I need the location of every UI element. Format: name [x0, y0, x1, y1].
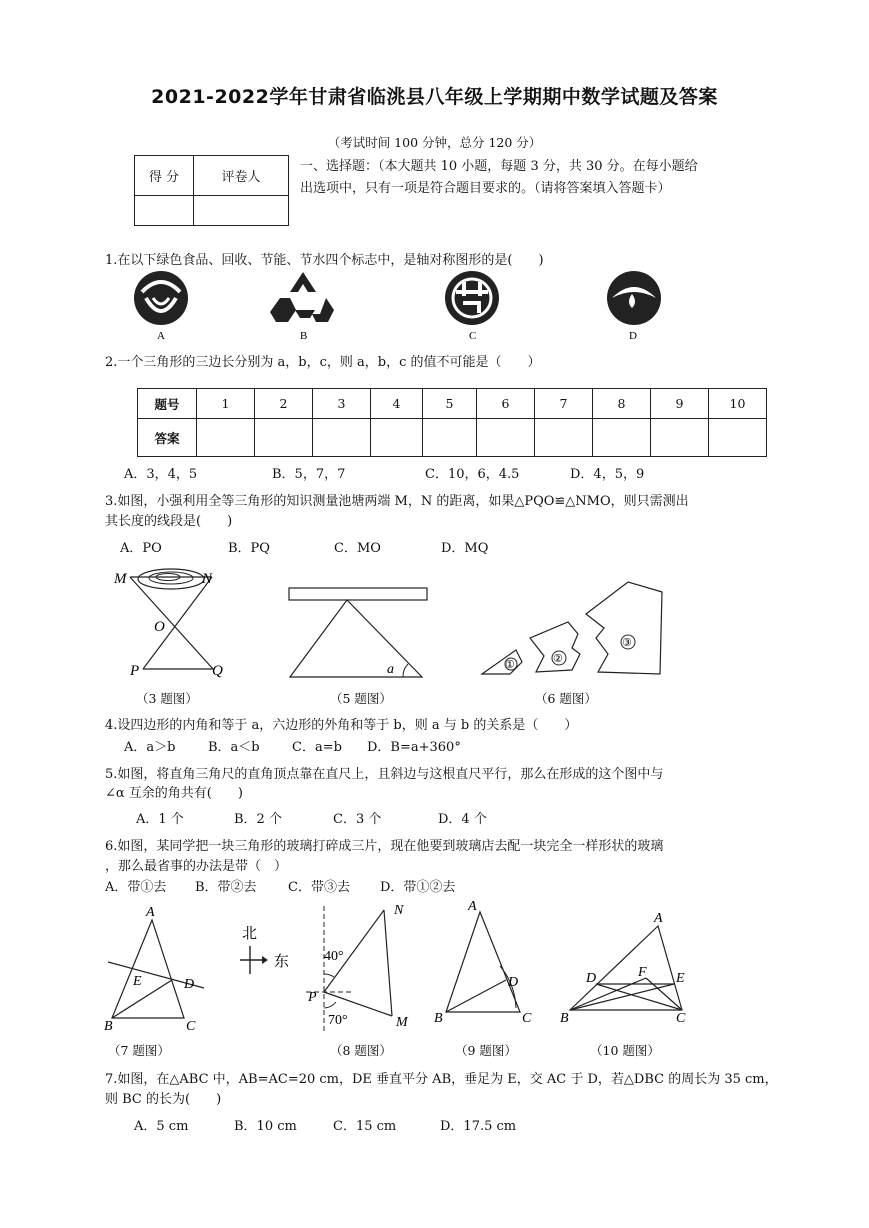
caption-fig7: （7 题图）: [108, 1043, 170, 1058]
figure-q9: [432, 896, 542, 1032]
answer-cell[interactable]: [371, 419, 423, 457]
q7-line2: 则 BC 的长为( ): [105, 1092, 222, 1107]
answer-number: 6: [477, 389, 535, 419]
answer-number: 10: [709, 389, 767, 419]
logo-label-a: A: [157, 330, 165, 342]
figure-q7: [100, 902, 220, 1034]
q2-option-b: B．5，7，7: [272, 467, 346, 482]
fig10-label: D: [586, 971, 597, 986]
q6-option-b: B．带②去: [195, 880, 257, 895]
answer-table-number-header: 题号: [138, 389, 197, 419]
figure-q6: [478, 572, 668, 682]
q1-logos: [120, 268, 680, 344]
answer-cell[interactable]: [477, 419, 535, 457]
q5-option-c: C．3 个: [333, 812, 382, 827]
q7-option-b: B．10 cm: [234, 1119, 297, 1134]
fig8-label: 40°: [324, 949, 344, 964]
fig7-label: B: [104, 1019, 113, 1034]
fig10-label: C: [676, 1011, 686, 1026]
q5-line2: ∠α 互余的角共有( ): [105, 786, 243, 801]
fig9-label: D: [508, 975, 519, 990]
section1-line1: 一、选择题：（本大题共 10 小题，每题 3 分，共 30 分。在每小题给: [300, 159, 698, 174]
answer-cell[interactable]: [423, 419, 477, 457]
compass-east-label: 东: [274, 954, 290, 970]
caption-fig5: （5 题图）: [330, 691, 392, 706]
fig9-label: C: [522, 1011, 532, 1026]
answer-cell[interactable]: [651, 419, 709, 457]
fig3-label: N: [202, 571, 213, 587]
page-title: 2021-2022学年甘肃省临洮县八年级上学期期中数学试题及答案: [151, 86, 718, 108]
figure-q3: [108, 565, 238, 685]
q3-option-a: A．PO: [120, 541, 162, 556]
fig6-label: ②: [553, 653, 563, 665]
fig8-label: M: [396, 1015, 408, 1030]
q3-option-c: C．MO: [334, 541, 381, 556]
answer-cell[interactable]: [593, 419, 651, 457]
q1-text: 1.在以下绿色食品、回收、节能、节水四个标志中，是轴对称图形的是( ): [105, 253, 544, 268]
fig8-label: N: [394, 903, 404, 918]
q2-option-c: C．10，6，4.5: [425, 467, 520, 482]
logo-label-d: D: [629, 330, 637, 342]
fig7-label: A: [146, 905, 155, 920]
figure-q8: [236, 898, 418, 1038]
q6-line2: ，那么最省事的办法是带（ ）: [105, 859, 288, 874]
score-label: 得 分: [135, 156, 194, 196]
q5-option-a: A．1 个: [136, 812, 184, 827]
q6-option-c: C．带③去: [288, 880, 350, 895]
fig6-label: ③: [622, 637, 632, 649]
water-saving-logo-icon: [607, 271, 661, 325]
q4-text: 4.设四边形的内角和等于 a，六边形的外角和等于 b，则 a 与 b 的关系是（ ）: [105, 718, 578, 733]
answer-number: 2: [255, 389, 313, 419]
answer-number: 9: [651, 389, 709, 419]
q7-option-d: D．17.5 cm: [440, 1119, 517, 1134]
q6-option-d: D．带①②去: [380, 880, 456, 895]
q5-line1: 5.如图，将直角三角尺的直角顶点靠在直尺上，且斜边与这根直尺平行，那么在形成的这个图中与: [105, 767, 664, 782]
answer-number: 7: [535, 389, 593, 419]
q3-option-b: B．PQ: [228, 541, 270, 556]
answer-cell[interactable]: [535, 419, 593, 457]
caption-fig9: （9 题图）: [455, 1043, 517, 1058]
fig3-label: P: [130, 663, 140, 679]
q2-text: 2.一个三角形的三边长分别为 a，b，c，则 a，b，c 的值不可能是（ ）: [105, 355, 541, 370]
fig7-label: D: [184, 977, 195, 992]
fig7-label: C: [186, 1019, 196, 1034]
q5-option-b: B．2 个: [234, 812, 282, 827]
fig10-label: F: [638, 965, 647, 980]
fig9-label: A: [468, 899, 477, 914]
q5-option-d: D．4 个: [438, 812, 487, 827]
answer-number: 8: [593, 389, 651, 419]
compass-north-label: 北: [242, 926, 258, 942]
fig3-label: M: [114, 571, 127, 587]
fig3-label: O: [154, 619, 165, 635]
score-table: [134, 155, 289, 226]
caption-fig10: （10 题图）: [590, 1043, 660, 1058]
fig8-label: 70°: [328, 1013, 348, 1028]
fig10-label: E: [676, 971, 685, 986]
answer-number: 3: [313, 389, 371, 419]
q7-option-c: C．15 cm: [333, 1119, 397, 1134]
answer-cell[interactable]: [255, 419, 313, 457]
q7-line1: 7.如图，在△ABC 中，AB=AC=20 cm，DE 垂直平分 AB，垂足为 E，交 AC 于 D，若△DBC 的周长为 35 cm，: [105, 1072, 778, 1087]
q7-option-a: A．5 cm: [134, 1119, 189, 1134]
q2-option-a: A．3，4，5: [124, 467, 198, 482]
section1-line2: 出选项中，只有一项是符合题目要求的。（请将答案填入答题卡）: [300, 181, 671, 196]
q4-option-c: C．a=b: [292, 740, 342, 755]
caption-fig6: （6 题图）: [535, 691, 597, 706]
fig8-label: P: [308, 990, 317, 1005]
answer-cell[interactable]: [313, 419, 371, 457]
answer-table-answer-header: 答案: [138, 419, 197, 457]
answer-cell[interactable]: [197, 419, 255, 457]
green-food-logo-icon: [134, 271, 188, 325]
q4-option-d: D．B=a+360°: [367, 740, 461, 755]
figure-q5: [283, 582, 433, 684]
caption-fig8: （8 题图）: [330, 1043, 392, 1058]
answer-number: 5: [423, 389, 477, 419]
answer-table: [137, 388, 767, 457]
logo-label-c: C: [469, 330, 477, 342]
grader-label: 评卷人: [194, 156, 289, 196]
q3-option-d: D．MQ: [441, 541, 489, 556]
fig3-label: Q: [212, 663, 223, 679]
recycle-logo-icon: [270, 272, 334, 322]
fig5-label: a: [387, 662, 394, 677]
energy-saving-logo-icon: [445, 271, 499, 325]
q3-line1: 3.如图，小强利用全等三角形的知识测量池塘两端 M，N 的距离，如果△PQO≌△NMO，则只需测出: [105, 494, 689, 509]
fig10-label: B: [560, 1011, 569, 1026]
q6-line1: 6.如图，某同学把一块三角形的玻璃打碎成三片，现在他要到玻璃店去配一块完全一样形状的玻璃: [105, 839, 664, 854]
answer-number: 1: [197, 389, 255, 419]
q3-line2: 其长度的线段是( ): [105, 514, 233, 529]
q4-option-b: B．a＜b: [208, 740, 260, 755]
answer-cell[interactable]: [709, 419, 767, 457]
fig7-label: E: [133, 974, 142, 989]
fig9-label: B: [434, 1011, 443, 1026]
figure-q10: [558, 910, 708, 1030]
answer-number: 4: [371, 389, 423, 419]
q2-option-d: D．4，5，9: [570, 467, 645, 482]
fig10-label: A: [654, 911, 663, 926]
caption-fig3: （3 题图）: [136, 691, 198, 706]
logo-label-b: B: [300, 330, 308, 342]
exam-info: （考试时间 100 分钟，总分 120 分）: [327, 135, 542, 150]
fig6-label: ①: [505, 659, 515, 671]
q4-option-a: A．a＞b: [124, 740, 176, 755]
score-cell[interactable]: [135, 196, 194, 226]
grader-cell[interactable]: [194, 196, 289, 226]
q6-option-a: A．带①去: [105, 880, 167, 895]
